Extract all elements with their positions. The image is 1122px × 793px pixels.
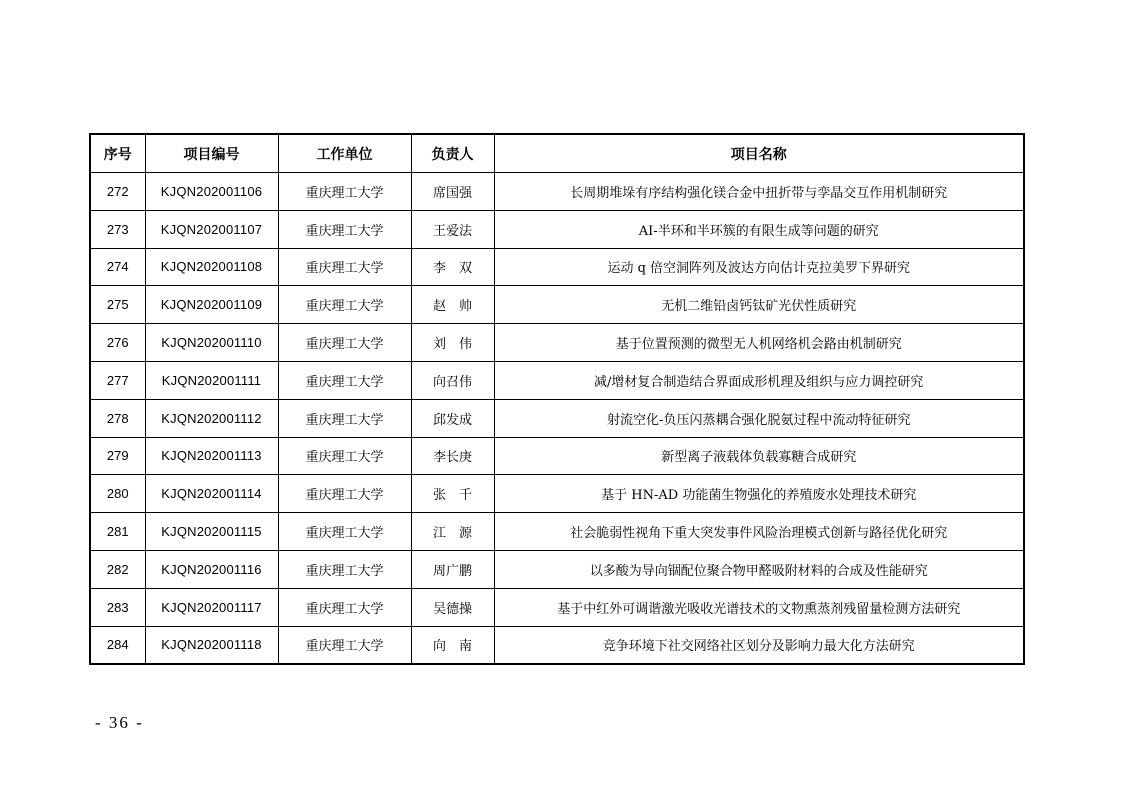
cell-project-title: 运动 q 倍空洞阵列及波达方向估计克拉美罗下界研究: [494, 248, 1024, 286]
cell-project-code: KJQN202001108: [145, 248, 278, 286]
table-row: [90, 361, 1024, 399]
cell-project-title: 基于中红外可调谐激光吸收光谱技术的文物熏蒸剂残留量检测方法研究: [494, 588, 1024, 626]
cell-work-unit: 重庆理工大学: [278, 550, 411, 588]
cell-leader: 邱发成: [411, 399, 494, 437]
cell-work-unit: 重庆理工大学: [278, 210, 411, 248]
page-number: - 36 -: [95, 713, 144, 732]
cell-work-unit: 重庆理工大学: [278, 248, 411, 286]
table-row: [90, 475, 1024, 513]
header-seq: 序号: [90, 134, 145, 173]
cell-leader: 吴德操: [411, 588, 494, 626]
cell-project-code: KJQN202001112: [145, 399, 278, 437]
header-project-code: 项目编号: [145, 134, 278, 173]
cell-leader: 刘 伟: [411, 324, 494, 362]
project-table: [89, 133, 1025, 665]
cell-leader: 王爱法: [411, 210, 494, 248]
cell-project-code: KJQN202001106: [145, 173, 278, 211]
cell-project-code: KJQN202001113: [145, 437, 278, 475]
cell-leader: 李 双: [411, 248, 494, 286]
cell-project-title: 基于 HN-AD 功能菌生物强化的养殖废水处理技术研究: [494, 475, 1024, 513]
cell-work-unit: 重庆理工大学: [278, 588, 411, 626]
cell-project-title: 减/增材复合制造结合界面成形机理及组织与应力调控研究: [494, 361, 1024, 399]
cell-work-unit: 重庆理工大学: [278, 626, 411, 664]
cell-work-unit: 重庆理工大学: [278, 475, 411, 513]
table-row: [90, 210, 1024, 248]
table-row: [90, 626, 1024, 664]
cell-project-code: KJQN202001109: [145, 286, 278, 324]
table-row: [90, 513, 1024, 551]
cell-leader: 向召伟: [411, 361, 494, 399]
cell-project-title: 新型离子液载体负载寡糖合成研究: [494, 437, 1024, 475]
table-row: [90, 324, 1024, 362]
cell-leader: 席国强: [411, 173, 494, 211]
cell-project-title: 射流空化-负压闪蒸耦合强化脱氨过程中流动特征研究: [494, 399, 1024, 437]
cell-work-unit: 重庆理工大学: [278, 173, 411, 211]
cell-leader: 张 千: [411, 475, 494, 513]
cell-work-unit: 重庆理工大学: [278, 437, 411, 475]
table-row: [90, 399, 1024, 437]
cell-project-title: 基于位置预测的微型无人机网络机会路由机制研究: [494, 324, 1024, 362]
cell-leader: 向 南: [411, 626, 494, 664]
cell-seq: 276: [90, 324, 145, 362]
cell-project-title: 竞争环境下社交网络社区划分及影响力最大化方法研究: [494, 626, 1024, 664]
cell-project-code: KJQN202001110: [145, 324, 278, 362]
cell-project-code: KJQN202001118: [145, 626, 278, 664]
table-row: [90, 248, 1024, 286]
cell-project-code: KJQN202001111: [145, 361, 278, 399]
cell-work-unit: 重庆理工大学: [278, 286, 411, 324]
cell-project-title: 长周期堆垛有序结构强化镁合金中扭折带与孪晶交互作用机制研究: [494, 173, 1024, 211]
cell-seq: 278: [90, 399, 145, 437]
header-row: [90, 134, 1024, 173]
cell-project-code: KJQN202001107: [145, 210, 278, 248]
table-header: [90, 134, 1024, 173]
cell-project-title: 以多酸为导向锢配位聚合物甲醛吸附材料的合成及性能研究: [494, 550, 1024, 588]
cell-seq: 275: [90, 286, 145, 324]
cell-work-unit: 重庆理工大学: [278, 513, 411, 551]
cell-seq: 279: [90, 437, 145, 475]
header-project-title: 项目名称: [494, 134, 1024, 173]
cell-project-title: AI-半环和半环簇的有限生成等问题的研究: [494, 210, 1024, 248]
cell-leader: 赵 帅: [411, 286, 494, 324]
table-row: [90, 437, 1024, 475]
table-row: [90, 550, 1024, 588]
cell-seq: 280: [90, 475, 145, 513]
cell-leader: 周广鹏: [411, 550, 494, 588]
table-body: [90, 173, 1024, 665]
cell-seq: 272: [90, 173, 145, 211]
cell-seq: 273: [90, 210, 145, 248]
cell-seq: 281: [90, 513, 145, 551]
project-table-container: [89, 133, 1023, 665]
cell-seq: 277: [90, 361, 145, 399]
cell-work-unit: 重庆理工大学: [278, 361, 411, 399]
cell-seq: 284: [90, 626, 145, 664]
cell-seq: 274: [90, 248, 145, 286]
table-row: [90, 588, 1024, 626]
header-work-unit: 工作单位: [278, 134, 411, 173]
cell-project-code: KJQN202001114: [145, 475, 278, 513]
cell-project-title: 无机二维铅卤钙钛矿光伏性质研究: [494, 286, 1024, 324]
cell-seq: 283: [90, 588, 145, 626]
table-row: [90, 286, 1024, 324]
cell-leader: 江 源: [411, 513, 494, 551]
cell-project-code: KJQN202001116: [145, 550, 278, 588]
cell-project-title: 社会脆弱性视角下重大突发事件风险治理模式创新与路径优化研究: [494, 513, 1024, 551]
cell-project-code: KJQN202001115: [145, 513, 278, 551]
cell-project-code: KJQN202001117: [145, 588, 278, 626]
table-row: [90, 173, 1024, 211]
cell-work-unit: 重庆理工大学: [278, 399, 411, 437]
header-leader: 负责人: [411, 134, 494, 173]
cell-leader: 李长庚: [411, 437, 494, 475]
cell-seq: 282: [90, 550, 145, 588]
cell-work-unit: 重庆理工大学: [278, 324, 411, 362]
